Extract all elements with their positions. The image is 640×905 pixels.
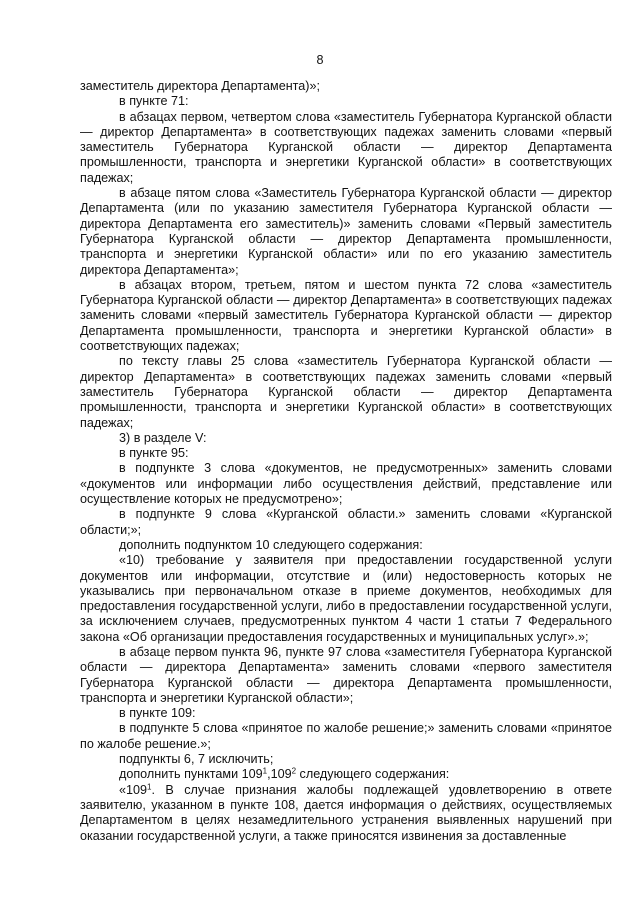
paragraph: в пункте 95: <box>119 446 189 461</box>
final-lead: «109 <box>119 782 148 797</box>
paragraph: в подпункте 9 слова «Курганской области.» заменить словами «Курганской области;»; <box>80 507 612 537</box>
paragraph: 3) в разделе V: <box>119 430 207 445</box>
superscript: 1 <box>262 766 268 776</box>
paragraph: подпункты 6, 7 исключить; <box>119 752 274 767</box>
paragraph: дополнить подпунктом 10 следующего содержания: <box>119 537 423 552</box>
paragraph: в подпункте 5 слова «принятое по жалобе решение;» заменить словами «принятое по жалобе решение.»; <box>80 721 612 751</box>
supplement-paragraph <box>80 767 612 782</box>
final-tail: . В случае признания жалобы подлежащей удовлетворению в ответе заявителю, указанном в пункте 108, дается информация о действиях, осуществляемых Департаментом в целях незамедлительного устранения выявленных нарушений при оказании государственной услуги, а также приносятся извинения за доставленные <box>80 782 612 843</box>
page-number: 8 <box>316 53 324 67</box>
supplement-lead: дополнить пунктами 109 <box>119 767 263 782</box>
superscript: 2 <box>291 766 297 776</box>
superscript: 1 <box>147 782 152 792</box>
paragraph: в абзаце первом пункта 96, пункте 97 слова «заместителя Губернатора Курганской области — директора Департамента» заменить словами «первого заместителя Губернатора Курганской области — директора Департамента промышленности, транспорта и энергетики Курганской области»; <box>80 644 612 705</box>
supplement-mid: ,109 <box>267 767 292 782</box>
supplement-tail: следующего содержания: <box>296 767 450 782</box>
paragraph: в пункте 71: <box>119 94 189 109</box>
paragraph: в абзаце пятом слова «Заместитель Губернатора Курганской области — директор Департамента (или по указанию заместителя Губернатора Курганской области — директора Департамента его заместитель)» заменить словами «Первый заместитель Губернатора Курганской области — директор Департамента промышленности, транспорта и энергетики Курганской области» или по его указанию заместитель директора Департамента»; <box>80 186 612 277</box>
paragraph: в абзацах втором, третьем, пятом и шестом пункта 72 слова «заместитель Губернатора Курганской области — директор Департамента» в соответствующих падежах заменить словами «первый заместитель Губернатора Курганской области — директор Департамента промышленности, транспорта и энергетики Курганской области» в соответствующих падежах; <box>80 277 612 354</box>
paragraph: в подпункте 3 слова «документов, не предусмотренных» заменить словами «документов или информации либо осуществления действий, представление или осуществление которых не предусмотрено»; <box>80 461 612 507</box>
paragraph: в абзацах первом, четвертом слова «заместитель Губернатора Курганской области — директор Департамента» в соответствующих падежах заменить словами «первый заместитель Губернатора Курганской области — директор Департамента промышленности, транспорта и энергетики Курганской области» в соответствующих падежах; <box>80 109 612 185</box>
paragraph: по тексту главы 25 слова «заместитель Губернатора Курганской области — директор Департамента» в соответствующих падежах заменить словами «первый заместитель Губернатора Курганской области — директор Департамента промышленности, транспорта и энергетики Курганской области» в соответствующих падежах; <box>80 354 612 430</box>
paragraph: заместитель директора Департамента)»; <box>80 79 321 93</box>
document-body <box>80 79 612 844</box>
paragraph: в пункте 109: <box>119 706 196 721</box>
paragraph: «10) требование у заявителя при предоставлении государственной услуги документов или информации, отсутствие и (или) недостоверность которых не указывались при первоначальном отказе в приеме документов, необходимых для предоставления государственной услуги, либо в предоставлении государственной услуги, за исключением случаев, предусмотренных пунктом 4 части 1 статьи 7 Федерального закона «Об организации предоставления государственных и муниципальных услуг».»; <box>80 553 612 644</box>
final-paragraph <box>80 783 612 844</box>
